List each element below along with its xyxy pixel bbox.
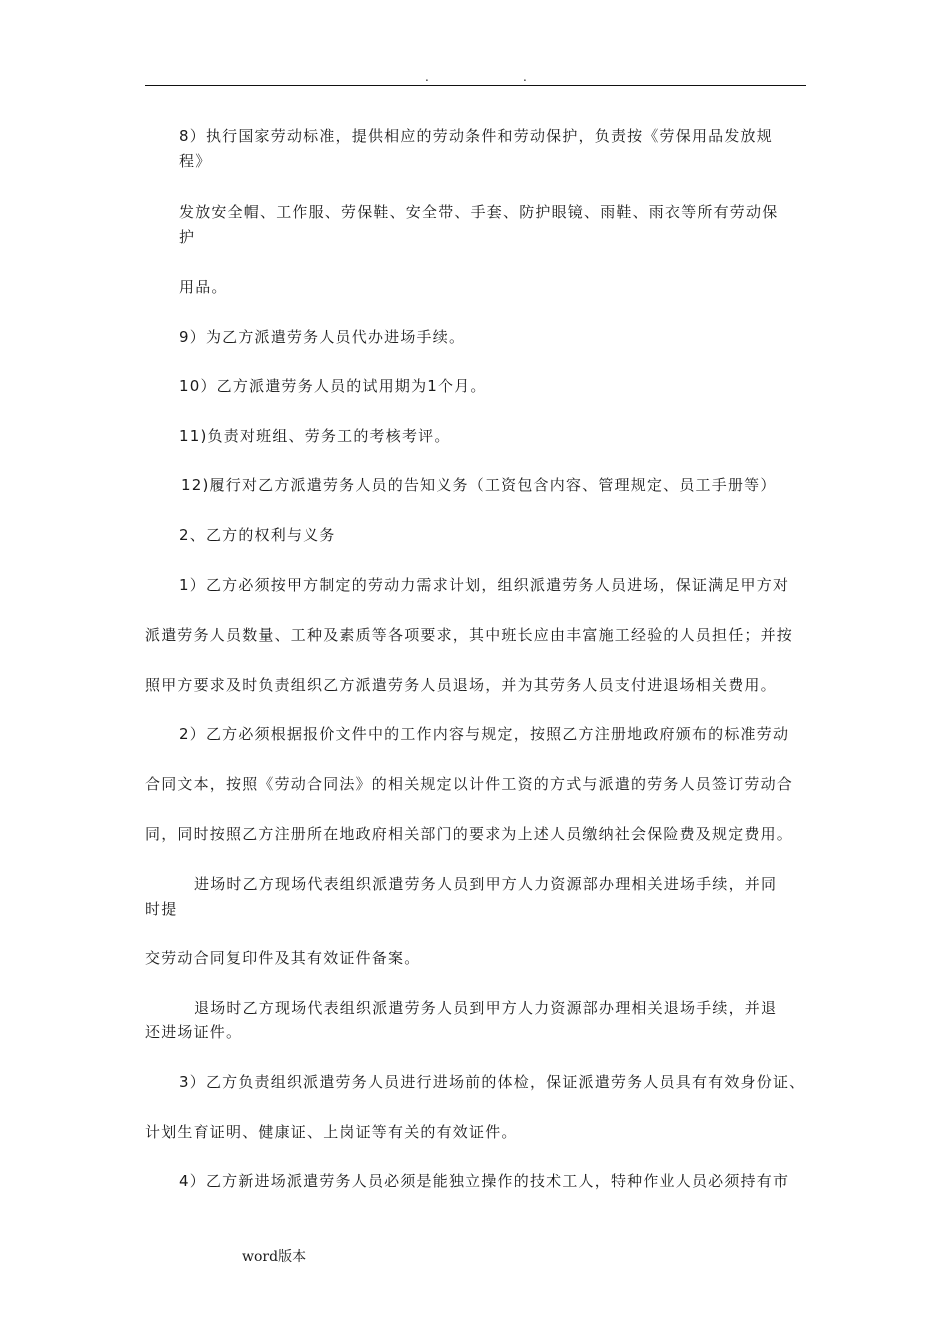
page-footer: word版本 — [242, 1249, 307, 1265]
paragraph-line: 11)负责对班组、劳务工的考核考评。 — [179, 427, 451, 445]
paragraph-line: 还进场证件。 — [145, 1023, 243, 1041]
paragraph-line: 交劳动合同复印件及其有效证件备案。 — [145, 949, 421, 967]
paragraph-line: 8）执行国家劳动标准，提供相应的劳动条件和劳动保护，负责按《劳保用品发放规 — [179, 127, 773, 145]
paragraph-line: 12)履行对乙方派遣劳务人员的告知义务（工资包含内容、管理规定、员工手册等） — [181, 476, 777, 494]
paragraph-line: 程》 — [179, 152, 212, 170]
paragraph-line: 退场时乙方现场代表组织派遣劳务人员到甲方人力资源部办理相关退场手续，并退 — [194, 999, 778, 1017]
paragraph-line: 3）乙方负责组织派遣劳务人员进行进场前的体检，保证派遣劳务人员具有有效身份证、 — [179, 1073, 806, 1091]
paragraph-line: 9）为乙方派遣劳务人员代办进场手续。 — [179, 328, 466, 346]
paragraph-line: 护 — [179, 228, 196, 246]
paragraph-line: 照甲方要求及时负责组织乙方派遣劳务人员退场，并为其劳务人员支付进退场相关费用。 — [145, 676, 777, 694]
paragraph-line: 计划生育证明、健康证、上岗证等有关的有效证件。 — [145, 1123, 518, 1141]
header-dot-left: . — [425, 70, 429, 84]
paragraph-line: 2）乙方必须根据报价文件中的工作内容与规定，按照乙方注册地政府颁布的标准劳动 — [179, 725, 790, 743]
paragraph-line: 进场时乙方现场代表组织派遣劳务人员到甲方人力资源部办理相关进场手续，并同 — [194, 875, 778, 893]
paragraph-line: 1）乙方必须按甲方制定的劳动力需求计划，组织派遣劳务人员进场，保证满足甲方对 — [179, 576, 790, 594]
paragraph-line: 4）乙方新进场派遣劳务人员必须是能独立操作的技术工人，特种作业人员必须持有市 — [179, 1172, 790, 1190]
paragraph-line: 派遣劳务人员数量、工种及素质等各项要求，其中班长应由丰富施工经验的人员担任；并按 — [145, 626, 794, 644]
paragraph-line: 10）乙方派遣劳务人员的试用期为1个月。 — [179, 377, 487, 395]
header-dots — [0, 70, 950, 82]
header-dot-right: . — [523, 70, 527, 84]
section-heading: 2、乙方的权利与义务 — [179, 526, 336, 544]
paragraph-line: 用品。 — [179, 278, 228, 296]
paragraph-line: 合同文本，按照《劳动合同法》的相关规定以计件工资的方式与派遣的劳务人员签订劳动合 — [145, 775, 794, 793]
paragraph-line: 同，同时按照乙方注册所在地政府相关部门的要求为上述人员缴纳社会保险费及规定费用。 — [145, 825, 794, 843]
paragraph-line: 时提 — [145, 900, 178, 918]
header-rule — [145, 85, 806, 86]
paragraph-line: 发放安全帽、工作服、劳保鞋、安全带、手套、防护眼镜、雨鞋、雨衣等所有劳动保 — [179, 203, 779, 221]
